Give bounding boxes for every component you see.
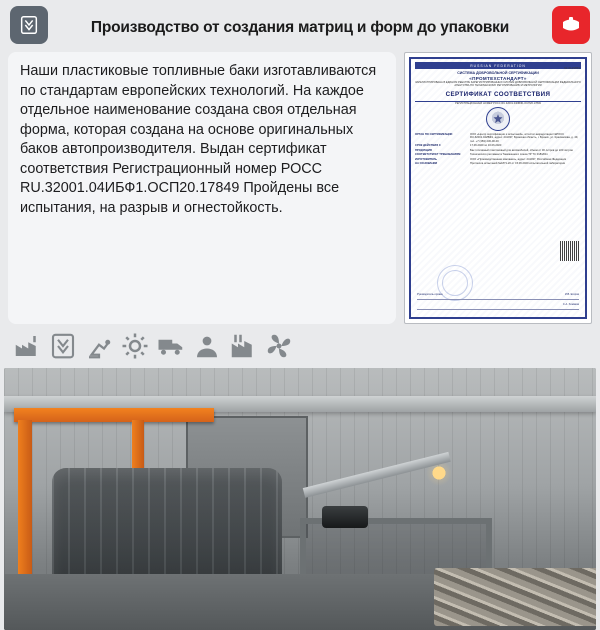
certificate-reg-number: РЕГИСТРАЦИОННЫЙ НОМЕР РОСС RU.32001.04ИБФ1.ОСП20.17849	[455, 102, 541, 106]
certificate-sub-lines: ЗАРЕГИСТРИРОВАНА В ЕДИНОМ РЕЕСТРЕ ЗАРЕГИСТРИРОВАННЫХ СИСТЕМ ДОБРОВОЛЬНОЙ СЕРТИФИКАЦИИ ФЕДЕРАЛЬНОГО АГЕНТСТВА ПО ТЕХНИЧЕСКОМУ РЕГУЛИРОВАНИЮ И МЕТРОЛОГИИ	[415, 81, 581, 88]
certificate-row-value: Протокола испытаний №1871-20 от 15.06.2020 испытательной лаборатории	[470, 162, 566, 166]
gear-cog-icon	[120, 331, 150, 361]
certificate-image	[404, 52, 592, 324]
header	[0, 0, 600, 52]
certificate-row	[415, 162, 581, 165]
certificate-system-line: СИСТЕМА ДОБРОВОЛЬНОЙ СЕРТИФИКАЦИИ	[457, 71, 539, 76]
certificate-row-label: НА ОСНОВАНИИ	[415, 162, 438, 166]
signature-name-1: И.В. Егоров	[564, 292, 579, 296]
qr-code-icon	[560, 241, 580, 261]
certificate-row	[415, 133, 581, 143]
certificate-row-value: ООО «Производственная компания», адрес: 241037, Российская Федерация	[470, 157, 567, 161]
metal-pipes-stack	[434, 568, 596, 626]
description-text: Наши пластиковые топливные баки изготавливаются по стандартам европейских технологий. На каждое отдельное наименование создана своя отдельная форма, которая создана на основе оригинальных баков автопроизводителя. Выдан сертификат соответствия Регистрационный номер РОСС RU.32001.04ИБФ1.ОСП20.17849 Пройдены все испытания, на разрыв и огнестойкость.	[20, 63, 377, 217]
certificate-row-value: ООО «Центр сертификации и испытаний», аттестат аккредитации №РОСС RU.З2001.04ИБФ1, адрес: 241037, Брянская область, г. Брянск, ул. Крахмалёва, д. 49, тел. +7 (483) 230-00-00	[470, 133, 579, 143]
machine-motor	[322, 506, 368, 528]
workshop-photo	[4, 368, 596, 630]
coat-of-arms-icon	[486, 107, 510, 131]
truck-delivery-icon	[156, 331, 186, 361]
page-title: Производство от создания матриц и форм до упаковки	[90, 19, 510, 37]
fan-blades-icon	[264, 331, 294, 361]
tank-badge-icon	[552, 6, 590, 44]
certificate-row	[415, 158, 581, 161]
certificate-row-value: Технического регламента Таможенного союза ТР ТС 018/2011	[470, 153, 548, 157]
certificate-signatures	[417, 293, 579, 313]
content-row	[0, 52, 600, 324]
certificate-row-label: ИЗГОТОВИТЕЛЬ	[415, 157, 437, 161]
mold-press-icon	[10, 6, 48, 44]
certificate-row-value: 17.06.2020 по 16.06.2023	[470, 144, 502, 148]
certificate-row-label: ПРОДУКЦИЯ	[415, 148, 432, 152]
certificate-row	[415, 153, 581, 156]
factory-icon	[12, 331, 42, 361]
orange-crane-rail	[14, 408, 214, 422]
robot-arm-icon	[84, 331, 114, 361]
certificate-org-name: «ПРОМТЕХСТАНДАРТ»	[469, 75, 527, 81]
process-icon-strip	[0, 324, 600, 368]
certificate-title: СЕРТИФИКАТ СООТВЕТСТВИЯ	[445, 91, 551, 99]
certificate-topbar: RUSSIAN FEDERATION	[415, 62, 581, 69]
description-card	[8, 52, 396, 324]
certificate-row-value: Бак топливный пластиковый для автомобилей, объём от 30 литров до 220 литров	[470, 148, 573, 152]
signature-role: Руководитель органа	[417, 292, 443, 296]
certificate-row-label: СРОК ДЕЙСТВИЯ С	[415, 144, 441, 148]
certificate-row-label: ОРГАН ПО СЕРТИФИКАЦИИ	[415, 133, 453, 137]
certificate-row	[415, 149, 581, 152]
worker-helmet-icon	[192, 331, 222, 361]
signature-name-2: С.А. Хомяков	[562, 302, 579, 306]
certificate-row	[415, 144, 581, 147]
mold-press-icon	[48, 331, 78, 361]
plant-building-icon	[228, 331, 258, 361]
certificate-number: № 0129859	[564, 65, 580, 70]
certificate-row-label: СООТВЕТСТВУЕТ ТРЕБОВАНИЯМ	[415, 153, 461, 157]
